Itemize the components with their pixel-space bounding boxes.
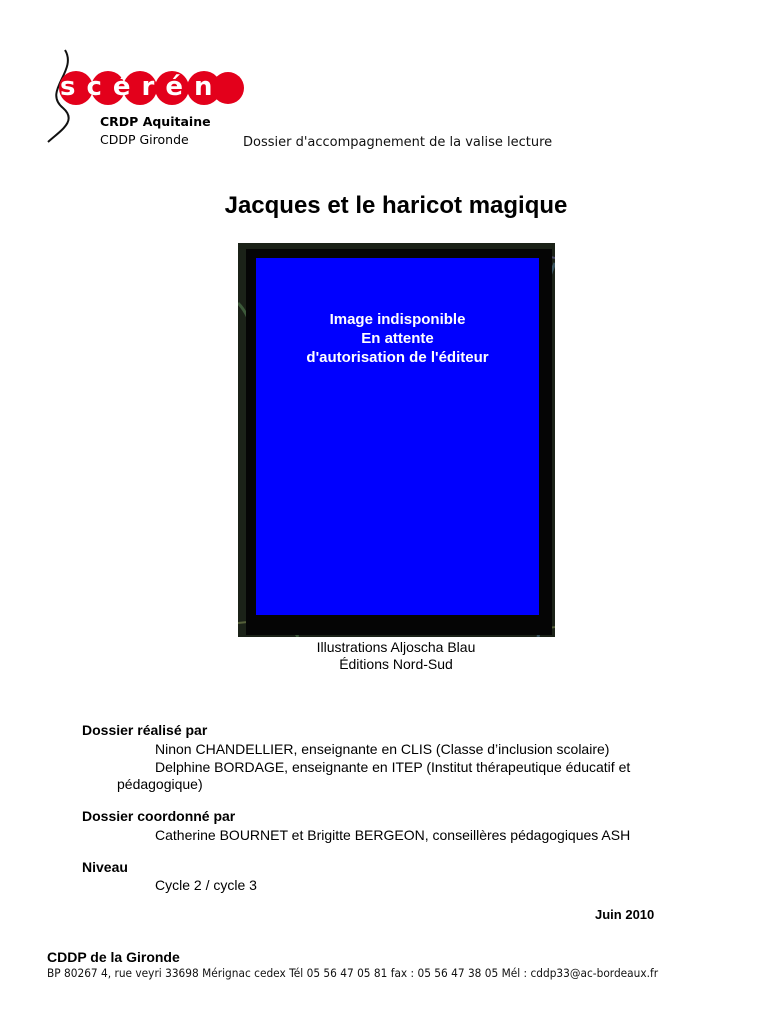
illustrations-credit: Illustrations Aljoscha Blau — [316, 639, 476, 655]
realise-author-1: Ninon CHANDELLIER, enseignante en CLIS (Classe d’inclusion scolaire) — [155, 741, 610, 757]
document-date: Juin 2010 — [595, 907, 655, 922]
logo-cddp-gironde: CDDP Gironde — [100, 132, 189, 147]
document-subtitle: Dossier d'accompagnement de la valise lecture — [243, 135, 553, 150]
footer-address: BP 80267 4, rue veyri 33698 Mérignac cedex Tél 05 56 47 05 81 fax : 05 56 47 38 05 Mél : cddp33@ac-bordeaux.fr — [47, 966, 659, 980]
coordonne-names: Catherine BOURNET et Brigitte BERGEON, conseillères pédagogiques ASH — [155, 827, 631, 843]
logo-wordmark: scérén — [60, 72, 224, 102]
logo-crdp-aquitaine: CRDP Aquitaine — [100, 114, 211, 129]
coordonne-heading: Dossier coordonné par — [82, 808, 236, 824]
niveau-heading: Niveau — [82, 859, 128, 875]
footer-title: CDDP de la Gironde — [47, 949, 180, 965]
image-unavailable-placeholder — [256, 258, 539, 615]
publisher-credit: Éditions Nord-Sud — [339, 656, 453, 672]
niveau-value: Cycle 2 / cycle 3 — [155, 877, 257, 893]
realise-author-2: Delphine BORDAGE, enseignante en ITEP (Institut thérapeutique éducatif et — [155, 759, 631, 775]
placeholder-line-2: En attente — [361, 330, 434, 347]
realise-author-2-cont: pédagogique) — [117, 776, 203, 792]
placeholder-line-3: d'autorisation de l'éditeur — [306, 349, 489, 366]
page-title: Jacques et le haricot magique — [224, 192, 568, 219]
placeholder-line-1: Image indisponible — [329, 311, 466, 328]
sceren-logo — [38, 46, 248, 156]
realise-heading: Dossier réalisé par — [82, 722, 208, 738]
book-cover — [238, 243, 555, 637]
